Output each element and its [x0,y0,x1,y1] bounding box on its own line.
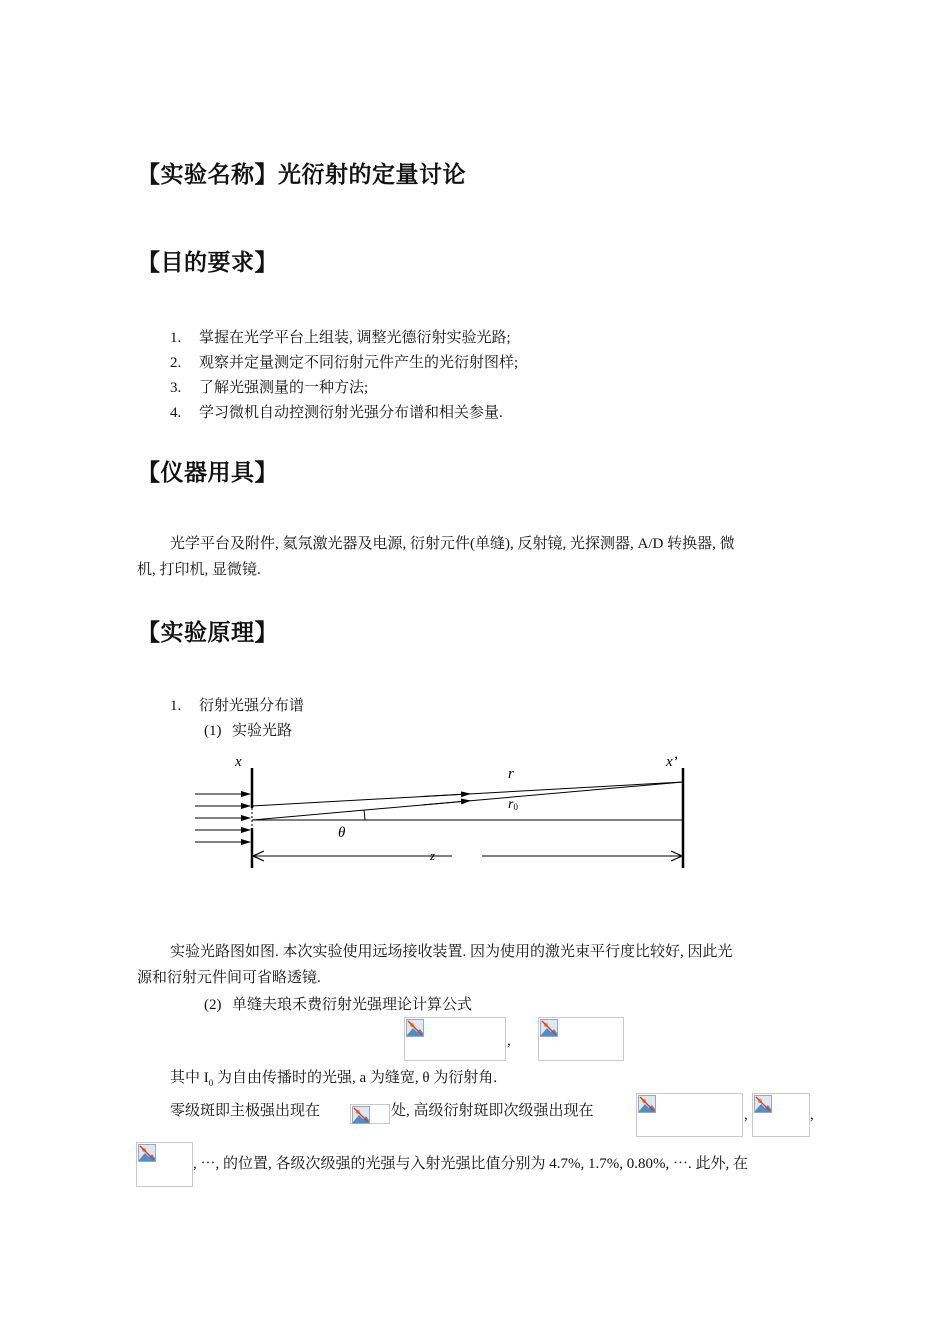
sub-text: 实验光路 [232,723,293,739]
sub-number: (1) [204,723,222,739]
label-r0-main: r [508,797,514,812]
label-r: r [508,766,514,782]
broken-image-icon [138,1144,156,1162]
broken-image-icon [754,1095,772,1113]
list-item [170,376,368,397]
theta-arc [364,810,365,820]
paragraph-line: 源和衍射元件间可省略透镜. [137,970,321,986]
broken-image-icon [638,1095,656,1113]
zero-order-after-text: 处, 高级衍射斑即次级强出现在 [391,1103,594,1119]
list-number: 3. [170,380,182,396]
list-number: 1. [170,698,182,714]
list-item [170,351,518,372]
paragraph-line: 实验光路图如图. 本次实验使用远场接收装置. 因为使用的激光束平行度比较好, 因此光 [170,944,733,960]
comma: , [810,1107,814,1123]
paragraph-line: , ⋯, 的位置, 各级次级强的光强与入射光强比值分别为 4.7%, 1.7%, 0.80%, ⋯. 此外, 在 [193,1156,748,1172]
zero-order-text: 零级斑即主极强出现在 [170,1103,321,1119]
formula-image [538,1017,624,1061]
list-number: 4. [170,405,182,421]
where-subscript: 0 [208,1078,214,1088]
sub-item [204,993,472,1014]
paragraph-line: 机, 打印机, 显微镜. [137,562,261,578]
where-text: 其中 I [170,1070,209,1086]
broken-image-icon [406,1019,424,1037]
incident-rays [195,794,250,842]
label-z: z [430,848,436,863]
optical-path-diagram [192,748,692,874]
list-item [170,326,511,347]
sub-number: (2) [204,997,222,1013]
sub-text: 单缝夫琅禾费衍射光强理论计算公式 [232,997,473,1013]
list-text: 掌握在光学平台上组装, 调整光德衍射实验光路; [199,330,511,346]
list-text: 衍射光强分布谱 [199,698,305,714]
section-heading-instruments: 【仪器用具】 [137,460,278,486]
sub-item [204,719,292,740]
list-item [170,694,304,715]
formula-image [636,1093,743,1137]
broken-image-icon [352,1106,370,1124]
comma: , [744,1107,748,1123]
list-number: 2. [170,355,182,371]
formula-image [136,1142,193,1187]
where-rest: 为自由传播时的光强, a 为缝宽, θ 为衍射角. [213,1070,498,1086]
formula-image [752,1093,810,1137]
list-text: 学习微机自动控测衍射光强分布谱和相关参量. [199,405,503,421]
section-heading-purpose: 【目的要求】 [137,250,278,276]
page-title: 【实验名称】光衍射的定量讨论 [137,162,466,188]
formula-image [404,1017,506,1061]
broken-image-icon [540,1019,558,1037]
formula-image-inline [350,1104,390,1124]
formula-comma: , [507,1033,511,1049]
list-text: 观察并定量测定不同衍射元件产生的光衍射图样; [199,355,519,371]
ray-r0-arrow [422,801,470,805]
paragraph-line: 光学平台及附件, 氦氖激光器及电源, 衍射元件(单缝), 反射镜, 光探测器, A/D 转换器, 微 [170,536,735,552]
section-heading-principle: 【实验原理】 [137,620,278,646]
paragraph-line [170,1065,497,1096]
label-r0 [508,797,518,812]
label-r0-sub: 0 [513,802,518,812]
ray-r-arrow [422,794,470,797]
label-x: x [235,754,242,770]
label-theta: θ [338,825,346,841]
list-text: 了解光强测量的一种方法; [199,380,369,396]
list-number: 1. [170,330,182,346]
label-x-prime: x’ [666,754,678,770]
list-item [170,401,503,422]
